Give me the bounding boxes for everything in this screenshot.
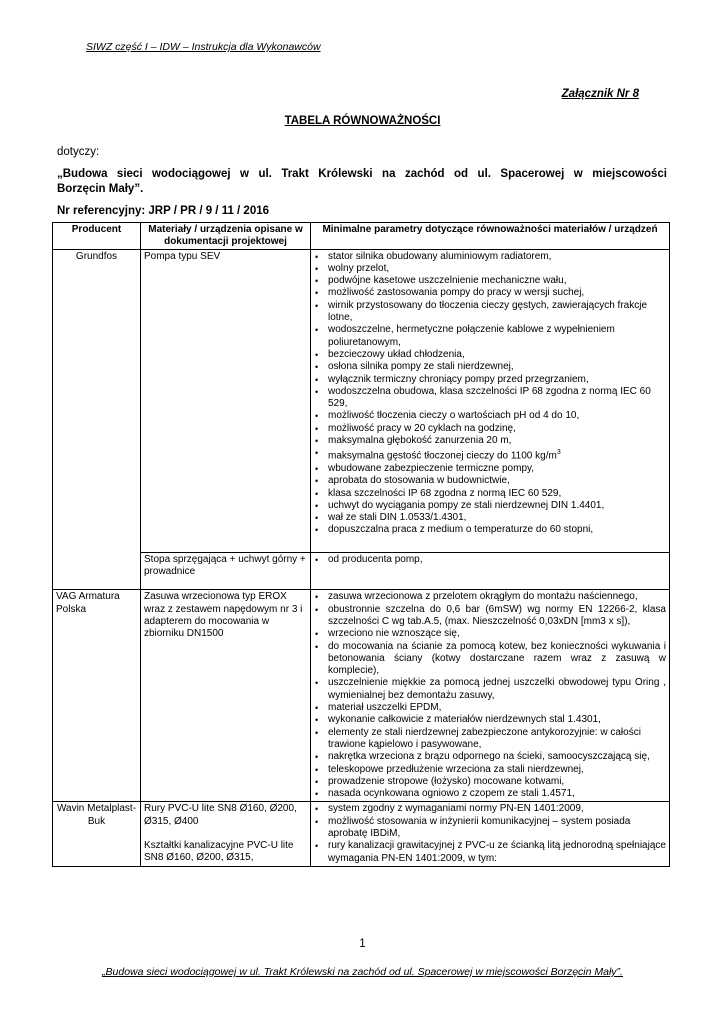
running-footer: „Budowa sieci wodociągowej w ul. Trakt Królewski na zachód od ul. Spacerowej w miejscowości Borzęcin Mały”. xyxy=(102,966,623,978)
list-item: • możliwość tłoczenia cieczy o wartościach pH od 4 do 10, xyxy=(314,410,666,422)
producer-cell: Wavin Metalplast-Buk xyxy=(53,802,141,866)
list-item: • prowadzenie stropowe (łożysko) mocowane kotwami, xyxy=(314,776,666,788)
list-item: • nakrętka wrzeciona z brązu odpornego na ścieki, samoocyszczającą się, xyxy=(314,751,666,763)
table-row xyxy=(53,249,670,552)
equivalence-table xyxy=(52,222,670,867)
list-item: • podwójne kasetowe uszczelnienie mechaniczne wału, xyxy=(314,275,666,287)
list-item: • możliwość stosowania w inżynierii komunikacyjnej – system posiada aprobatę IBDiM, xyxy=(314,816,666,841)
list-item: • klasa szczelności IP 68 zgodna z normą IEC 60 529, xyxy=(314,488,666,500)
document-title: TABELA RÓWNOWAŻNOŚCI xyxy=(284,115,441,127)
params-cell xyxy=(311,552,670,590)
list-item: • system zgodny z wymaganiami normy PN-EN 1401:2009, xyxy=(314,803,666,815)
running-header: SIWZ część I – IDW – Instrukcja dla Wykonawców xyxy=(86,41,321,53)
reference-number: Nr referencyjny: JRP / PR / 9 / 11 / 2016 xyxy=(57,205,270,217)
params-cell xyxy=(311,802,670,866)
list-item: • wirnik przystosowany do tłoczenia cieczy gęstych, zawierających frakcje lotne, xyxy=(314,300,666,325)
params-list xyxy=(314,803,666,864)
table-row xyxy=(53,590,670,802)
project-name xyxy=(57,167,667,197)
list-item: • nasada ocynkowana ogniowo z czopem ze stali 1.4571, xyxy=(314,788,666,800)
list-item: • do mocowania na ścianie za pomocą kotew, bez konieczności wykuwania i betonowania ściany (kotwy dostarczane razem wraz z zasuwą w komplecie), xyxy=(314,641,666,678)
list-item: • wyłącznik termiczny chroniący pompy przed przegrzaniem, xyxy=(314,374,666,386)
list-item: • wolny przelot, xyxy=(314,263,666,275)
material-item: Rury PVC-U lite SN8 Ø160, Ø200, Ø315, Ø400 xyxy=(144,803,297,827)
list-item: • wodoszczelne, hermetyczne połączenie kablowe z wypełnieniem poliuretanowym, xyxy=(314,324,666,349)
list-item: • wrzeciono nie wznoszące się, xyxy=(314,628,666,640)
header-params: Minimalne parametry dotyczące równoważności materiałów / urządzeń xyxy=(311,223,670,250)
list-item: • od producenta pomp, xyxy=(314,554,666,566)
project-name-line-1: „Budowa sieci wodociągowej w ul. Trakt Królewski na zachód od ul. Spacerowej w miejscowości xyxy=(57,168,667,180)
table-row xyxy=(53,552,670,590)
params-list xyxy=(314,591,666,800)
list-item: • zasuwa wrzecionowa z przelotem okrągłym do montażu naściennego, xyxy=(314,591,666,603)
list-item: • uchwyt do wyciągania pompy ze stali nierdzewnej DIN 1.4401, xyxy=(314,500,666,512)
params-cell xyxy=(311,590,670,802)
list-item: • możliwość zastosowania pompy do pracy w wersji suchej, xyxy=(314,287,666,299)
list-item: • obustronnie szczelna do 0,6 bar (6mSW) wg normy EN 12266-2, klasa szczelności C wg tab.A.5, (max. Nieszczelność 0,03xDN [mm3 x s]), xyxy=(314,604,666,629)
params-cell xyxy=(311,249,670,552)
list-item: • dopuszczalna praca z medium o temperaturze do 60 stopni, xyxy=(314,524,666,536)
material-cell: Pompa typu SEV xyxy=(141,249,311,552)
material-cell: Stopa sprzęgająca + uchwyt górny + prowadnice xyxy=(141,552,311,590)
list-item: • maksymalna głębokość zanurzenia 20 m, xyxy=(314,435,666,447)
list-item: • wał ze stali DIN 1.0533/1.4301, xyxy=(314,512,666,524)
list-item: • wbudowane zabezpieczenie termiczne pompy, xyxy=(314,463,666,475)
list-item: • teleskopowe przedłużenie wrzeciona za stali nierdzewnej, xyxy=(314,764,666,776)
header-materials: Materiały / urządzenia opisane w dokumentacji projektowej xyxy=(141,223,311,250)
density-text: maksymalna gęstość tłoczonej cieczy do 1100 kg/m xyxy=(328,450,557,462)
header-producer: Producent xyxy=(53,223,141,250)
producer-cell: VAG Armatura Polska xyxy=(53,590,141,802)
list-item: • wykonanie całkowicie z materiałów nierdzewnych stal 1.4301, xyxy=(314,714,666,726)
page-number: 1 xyxy=(359,938,366,950)
list-item: • uszczelnienie miękkie za pomocą jednej uszczelki obwodowej typu Oring , wymienialnej bez demontażu zasuwy, xyxy=(314,677,666,702)
concerning-label: dotyczy: xyxy=(57,146,100,158)
material-cell xyxy=(141,802,311,866)
list-item: • możliwość pracy w 20 cyklach na godzinę, xyxy=(314,423,666,435)
params-list xyxy=(314,554,666,566)
list-item xyxy=(314,447,666,463)
list-item: • materiał uszczelki EPDM, xyxy=(314,702,666,714)
project-name-line-2: Borzęcin Mały”. xyxy=(57,183,144,195)
list-item: • bezcieczowy układ chłodzenia, xyxy=(314,349,666,361)
params-list xyxy=(314,251,666,537)
producer-cell: Grundfos xyxy=(53,249,141,590)
material-item: Kształtki kanalizacyjne PVC-U lite SN8 Ø160, Ø200, Ø315, xyxy=(144,839,294,864)
list-item: • wodoszczelna obudowa, klasa szczelności IP 68 zgodna z normą IEC 60 529, xyxy=(314,386,666,411)
annex-label: Załącznik Nr 8 xyxy=(561,88,639,100)
table-header-row xyxy=(53,223,670,250)
density-superscript: 3 xyxy=(556,449,561,457)
table-row xyxy=(53,802,670,866)
list-item: • stator silnika obudowany aluminiowym radiatorem, xyxy=(314,251,666,263)
material-cell: Zasuwa wrzecionowa typ EROX wraz z zestawem napędowym nr 3 i adapterem do mocowania w zbiorniku DN1500 xyxy=(141,590,311,802)
list-item: • rury kanalizacji grawitacyjnej z PVC-u ze ścianką litą jednorodną spełniające wymagania PN-EN 1401:2009, w tym: xyxy=(314,840,666,865)
list-item: • aprobata do stosowania w budownictwie, xyxy=(314,475,666,487)
list-item: • osłona silnika pompy ze stali nierdzewnej, xyxy=(314,361,666,373)
list-item: • elementy ze stali nierdzewnej zabezpieczone antykorozyjnie: w całości trawione kąpielowo i pasywowane, xyxy=(314,727,666,752)
